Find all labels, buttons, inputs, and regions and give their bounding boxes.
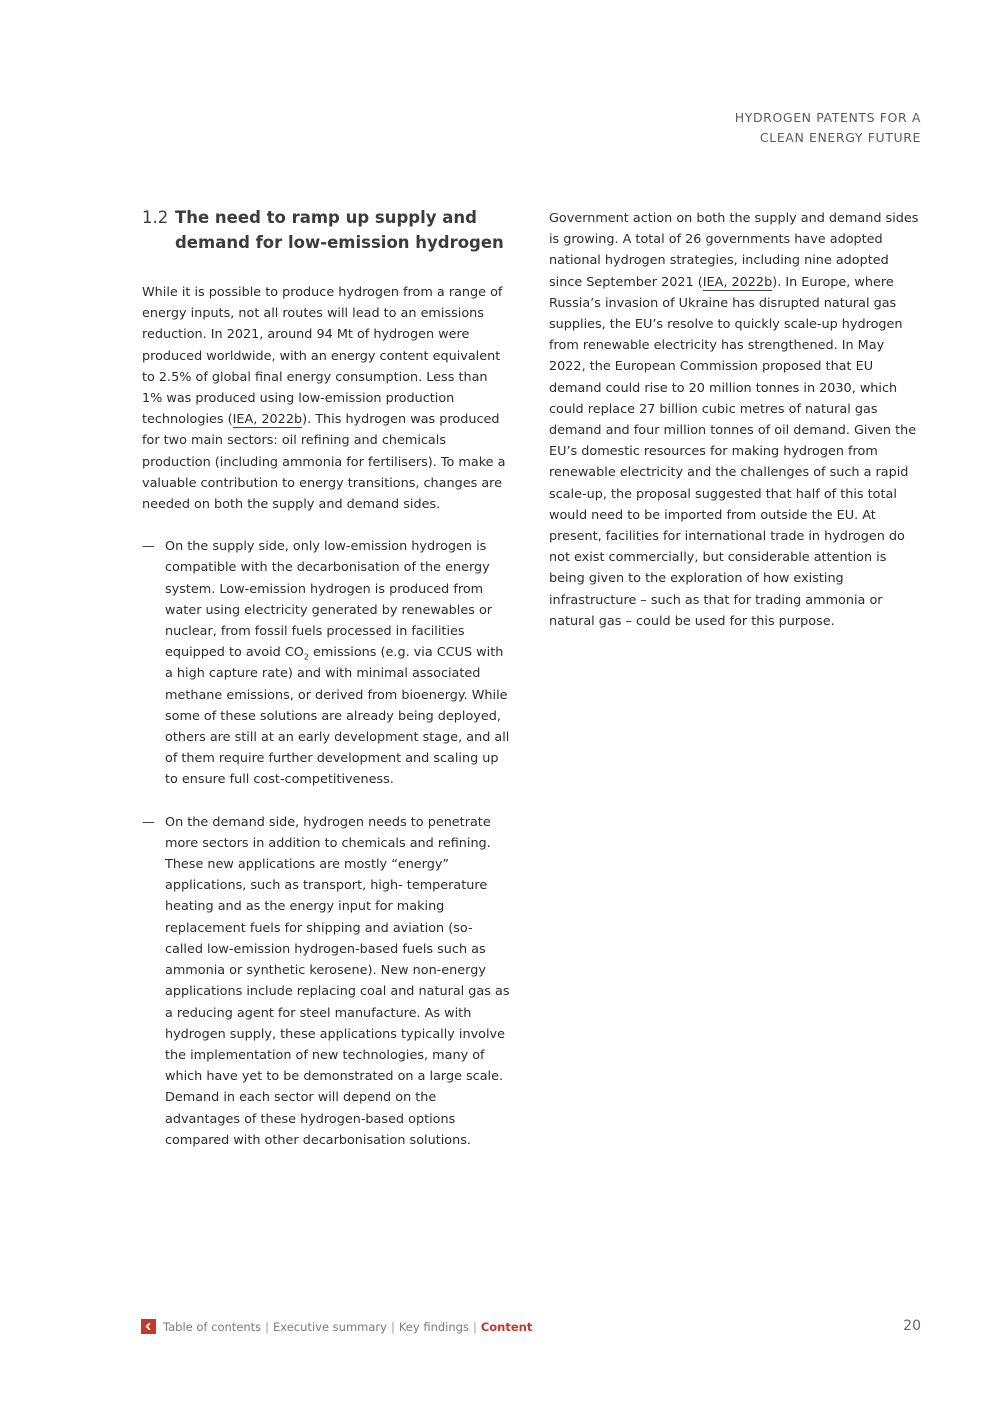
nav-separator: |: [265, 1319, 270, 1334]
header-line-1: HYDROGEN PATENTS FOR A: [734, 110, 921, 125]
co2-subscript: 2: [303, 652, 309, 662]
bullet-supply-text-2: emissions (e.g. via CCUS with a high capture rate) and with minimal associated methane emissions, or derived from bioenergy. While some of these solutions are already being deployed, others are still at an early development stage, and all of them require further development and scaling up to ensure full cost-competitiveness.: [165, 645, 510, 788]
intro-paragraph: [142, 282, 510, 515]
citation-link[interactable]: IEA, 2022b: [232, 412, 303, 428]
page-number: 20: [903, 1318, 921, 1334]
intro-text-2: ). This hydrogen was produced for two main sectors: oil refining and chemicals production (including ammonia for fertilisers). To make a valuable contribution to energy transitions, changes are needed on both the supply and demand sides.: [142, 412, 506, 513]
bullet-supply: [142, 536, 510, 790]
citation-link[interactable]: IEA, 2022b: [702, 274, 773, 290]
bullet-supply-text: [165, 536, 510, 790]
right-text-2: ). In Europe, where Russia’s invasion of Ukraine has disrupted natural gas supplies, the EU’s resolve to quickly scale-up hydrogen from renewable electricity has strengthened. In May 2022, the European Commission proposed that EU demand could rise to 20 million tonnes in 2030, which could replace 27 billion cubic metres of natural gas demand and four million tonnes of oil demand. Given the EU’s domestic resources for making hydrogen from renewable electricity and the challenges of such a rapid scale-up, the proposal suggested that half of this total would need to be imported from outside the EU. At present, facilities for international trade in hydrogen do not exist commercially, but considerable attention is being given to the exploration of how existing infrastructure – such as that for trading ammonia or natural gas – could be used for this purpose.: [549, 274, 917, 629]
section-title: The need to ramp up supply and demand for low-emission hydrogen: [175, 208, 504, 252]
nav-separator: |: [390, 1319, 395, 1334]
bullet-dash: —: [142, 814, 155, 830]
right-text-1: Government action on both the supply and demand sides is growing. A total of 26 governments have adopted national hydrogen strategies, including nine adopted since September 2021 (: [549, 211, 919, 290]
nav-table-of-contents[interactable]: Table of contents: [163, 1319, 262, 1334]
intro-text-1: While it is possible to produce hydrogen from a range of energy inputs, not all routes will lead to an emissions reduction. In 2021, around 94 Mt of hydrogen were produced worldwide, with an energy content equivalent to 2.5% of global final energy consumption. Less than 1% was produced using low-emission production technologies (: [142, 285, 503, 428]
right-paragraph: [549, 208, 921, 632]
header-line-2: CLEAN ENERGY FUTURE: [759, 130, 921, 145]
bullet-demand-text: On the demand side, hydrogen needs to penetrate more sectors in addition to chemicals and refining. These new applications are mostly “energy” applications, such as transport, high- temperature heating and as the energy input for making replacement fuels for shipping and aviation (so-called low-emission hydrogen-based fuels such as ammonia or synthetic kerosene). New non-energy applications include replacing coal and natural gas as a reducing agent for steel manufacture. As with hydrogen supply, these applications typically involve the implementation of new technologies, many of which have yet to be demonstrated on a large scale. Demand in each sector will depend on the advantages of these hydrogen-based options compared with other decarbonisation solutions.: [165, 814, 510, 1148]
section-number: 1.2: [142, 208, 169, 227]
bullet-demand: [142, 812, 510, 1151]
nav-separator: |: [472, 1319, 477, 1334]
right-column: [549, 208, 921, 632]
section-heading: [142, 205, 510, 255]
running-header: [735, 108, 921, 148]
left-column: [142, 205, 510, 1172]
nav-executive-summary[interactable]: Executive summary: [273, 1319, 387, 1334]
nav-key-findings[interactable]: Key findings: [398, 1319, 469, 1334]
bullet-supply-text-1: On the supply side, only low-emission hydrogen is compatible with the decarbonisation of the energy system. Low-emission hydrogen is produced from water using electricity generated by renewables or nuclear, from fossil fuels processed in facilities equipped to avoid CO: [165, 539, 493, 661]
footer-nav: [141, 1319, 532, 1334]
chevron-left-icon[interactable]: [141, 1319, 156, 1334]
nav-content[interactable]: Content: [480, 1319, 533, 1334]
bullet-dash: —: [142, 539, 155, 555]
